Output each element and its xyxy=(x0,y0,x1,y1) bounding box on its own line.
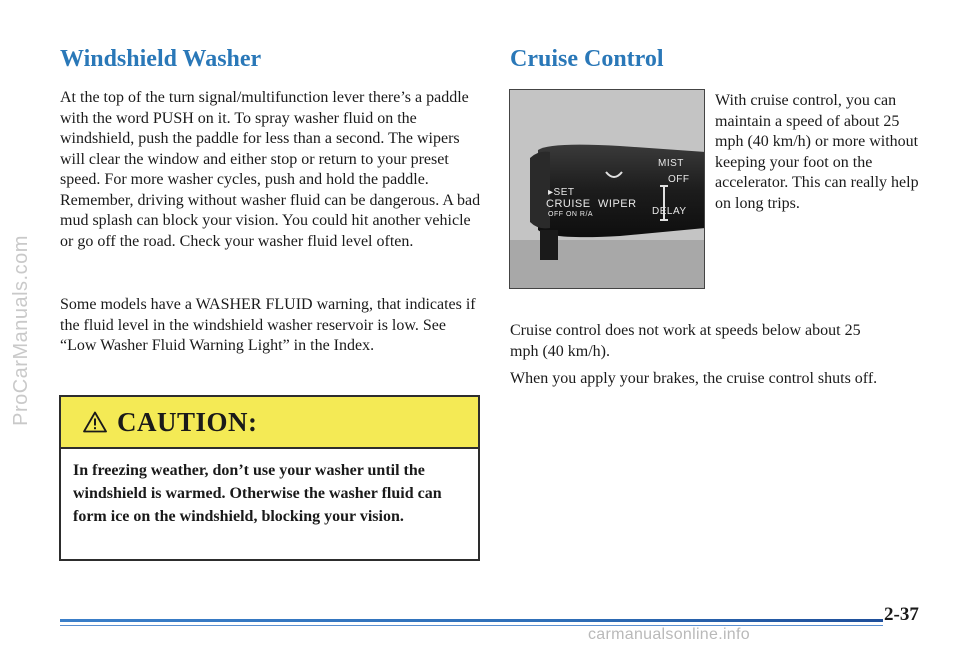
footer-rule xyxy=(60,619,883,622)
caution-box xyxy=(59,395,480,561)
lever-label-off: OFF xyxy=(668,174,690,185)
caution-text: In freezing weather, don’t use your washer until the windshield is warmed. Otherwise the washer fluid can form ice on the windshield, blocking your vision. xyxy=(73,462,442,525)
cruise-control-paragraph-1: With cruise control, you can maintain a speed of about 25 mph (40 km/h) or more without keeping your foot on the accelerator. This can really help on long trips. xyxy=(715,92,919,212)
caution-header xyxy=(61,397,478,449)
lever-label-set: ▸SET xyxy=(548,187,575,198)
caution-title: CAUTION: xyxy=(117,406,258,437)
windshield-washer-paragraph-1: At the top of the turn signal/multifunction lever there’s a paddle with the word PUSH on it. To spray washer fluid on the windshield, push the paddle for less than a second. The wipers will clear the window and either stop or return to your preset speed. For more washer cycles, push and hold the paddle. Remember, driving without washer fluid can be dangerous. A bad mud splash can block your vision. You could hit another vehicle or go off the road. Check your washer fluid level often. xyxy=(60,89,481,250)
cruise-control-heading: Cruise Control xyxy=(510,46,664,72)
lever-label-delay: DELAY xyxy=(652,206,687,217)
watermark-procarmanuals xyxy=(6,120,36,540)
windshield-washer-paragraph-2: Some models have a WASHER FLUID warning, that indicates if the fluid level in the windshield washer reservoir is low. See “Low Washer Fluid Warning Light” in the Index. xyxy=(60,296,476,354)
watermark-left-text: ProCarManuals.com xyxy=(9,234,32,426)
page-number: 2-37 xyxy=(884,604,919,625)
warning-triangle-icon xyxy=(83,411,107,433)
cruise-control-lever-photo xyxy=(509,89,705,289)
cruise-control-paragraph-2: Cruise control does not work at speeds below about 25 mph (40 km/h). xyxy=(510,322,861,360)
windshield-washer-heading: Windshield Washer xyxy=(60,46,262,72)
cruise-control-paragraph-3: When you apply your brakes, the cruise control shuts off. xyxy=(510,370,878,387)
footer-rule-thin xyxy=(60,625,883,626)
lever-illustration xyxy=(510,90,705,289)
lever-label-off-on-ra: OFF ON R/A xyxy=(548,211,594,218)
lever-label-cruise: CRUISE xyxy=(546,198,591,210)
lever-label-wiper: WIPER xyxy=(598,198,637,210)
watermark-carmanualsonline: carmanualsonline.info xyxy=(588,626,750,643)
lever-label-mist: MIST xyxy=(658,158,684,169)
